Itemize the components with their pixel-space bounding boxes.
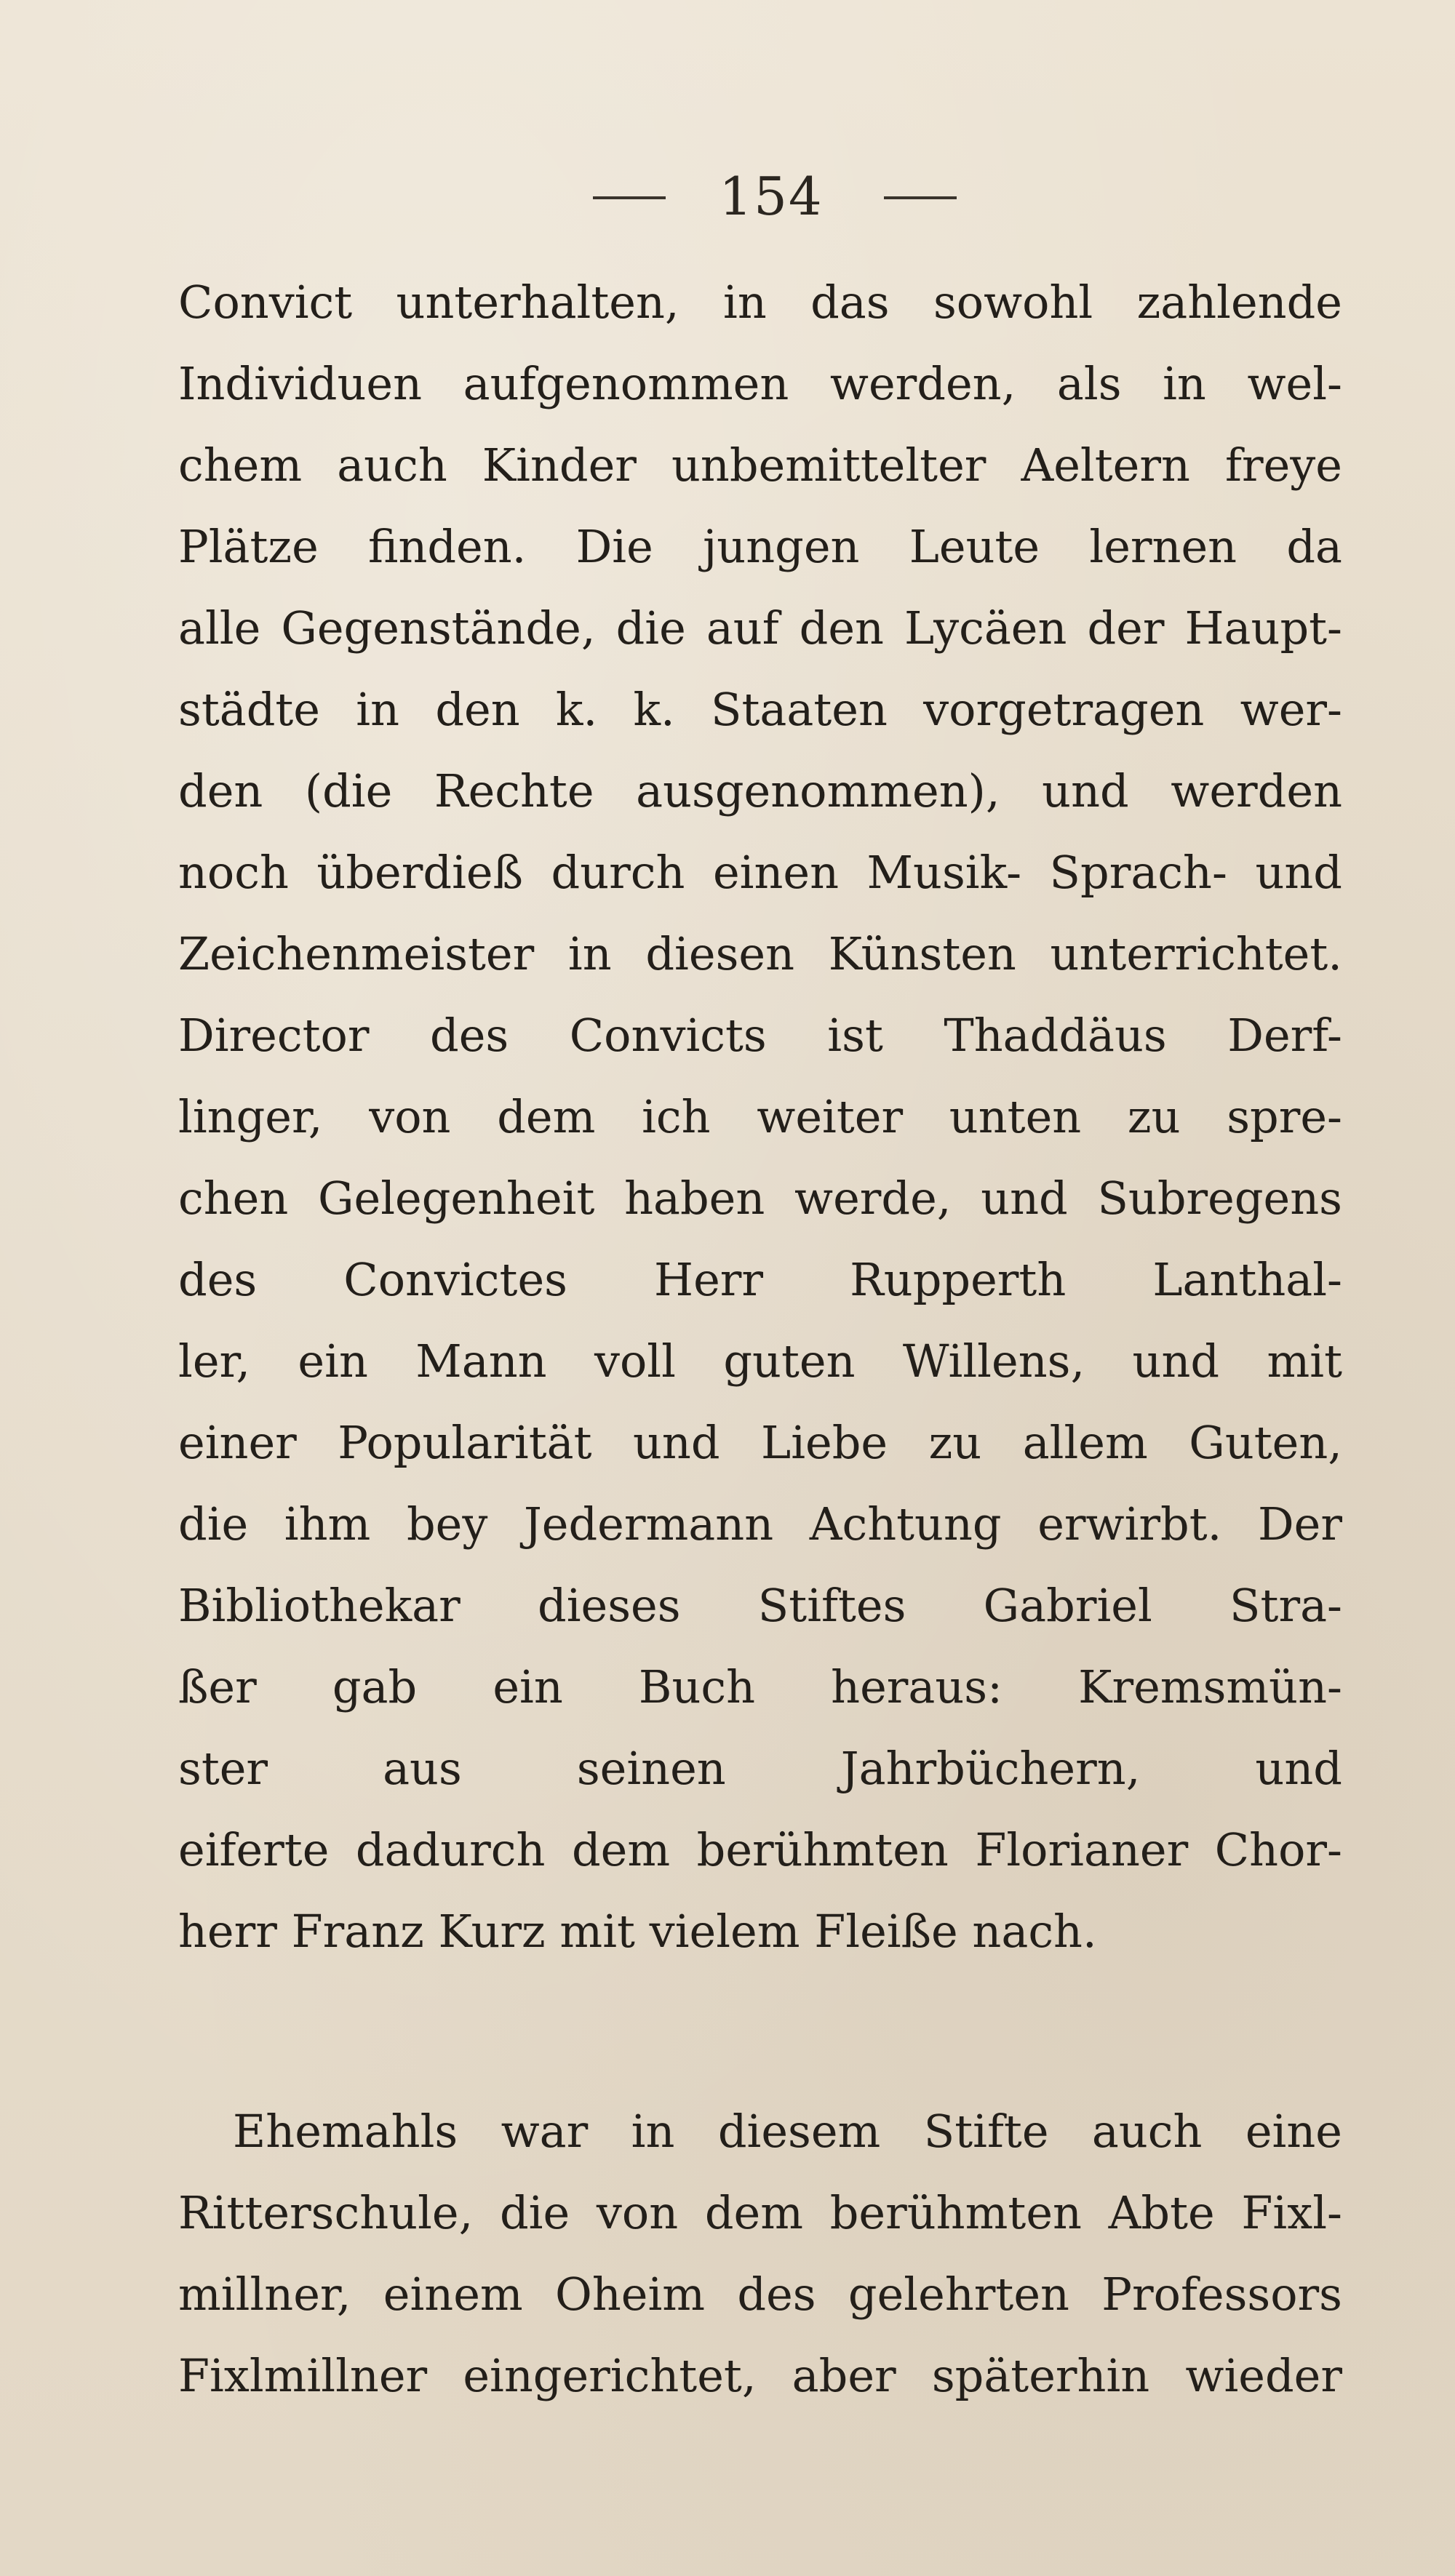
text-line: Ritterschule, die von dem berühmten Abte Fixl-: [178, 2186, 1342, 2239]
text-line: die ihm bey Jedermann Achtung erwirbt. Der: [178, 1497, 1342, 1551]
text-line: Zeichenmeister in diesen Künsten unterrichtet.: [178, 927, 1342, 980]
text-line: Convict unterhalten, in das sowohl zahlende: [178, 276, 1342, 329]
text-line: städte in den k. k. Staaten vorgetragen wer-: [178, 683, 1342, 736]
header-dash-right: [884, 196, 957, 199]
text-line: chen Gelegenheit haben werde, und Subregens: [178, 1172, 1342, 1225]
text-line: herr Franz Kurz mit vielem Fleiße nach.: [178, 1905, 1097, 1958]
text-line: Individuen aufgenommen werden, als in wel-: [178, 357, 1342, 410]
header-dash-left: [593, 196, 666, 199]
text-line: chem auch Kinder unbemittelter Aeltern freye: [178, 439, 1342, 492]
text-line: Fixlmillner eingerichtet, aber späterhin wieder: [178, 2349, 1342, 2402]
text-line: ßer gab ein Buch heraus: Kremsmün-: [178, 1660, 1342, 1713]
text-line: des Convictes Herr Rupperth Lanthal-: [178, 1253, 1342, 1306]
text-line: ler, ein Mann voll guten Willens, und mit: [178, 1335, 1342, 1388]
page-number: 154: [719, 166, 824, 227]
text-line: Director des Convicts ist Thaddäus Derf-: [178, 1009, 1342, 1062]
text-line: linger, von dem ich weiter unten zu spre-: [178, 1090, 1342, 1143]
text-line: eiferte dadurch dem berühmten Florianer Chor-: [178, 1823, 1342, 1876]
text-line: den (die Rechte ausgenommen), und werden: [178, 764, 1342, 817]
text-line: Plätze finden. Die jungen Leute lernen da: [178, 520, 1342, 573]
text-line: ster aus seinen Jahrbüchern, und: [178, 1742, 1342, 1795]
text-line: alle Gegenstände, die auf den Lycäen der Haupt-: [178, 601, 1342, 655]
text-line: millner, einem Oheim des gelehrten Professors: [178, 2268, 1342, 2321]
text-line: Ehemahls war in diesem Stifte auch eine: [233, 2105, 1342, 2158]
page-header: [0, 156, 1455, 236]
text-line: Bibliothekar dieses Stiftes Gabriel Stra-: [178, 1579, 1342, 1632]
text-line: einer Popularität und Liebe zu allem Guten,: [178, 1416, 1342, 1469]
text-line: noch überdieß durch einen Musik- Sprach- und: [178, 846, 1342, 899]
